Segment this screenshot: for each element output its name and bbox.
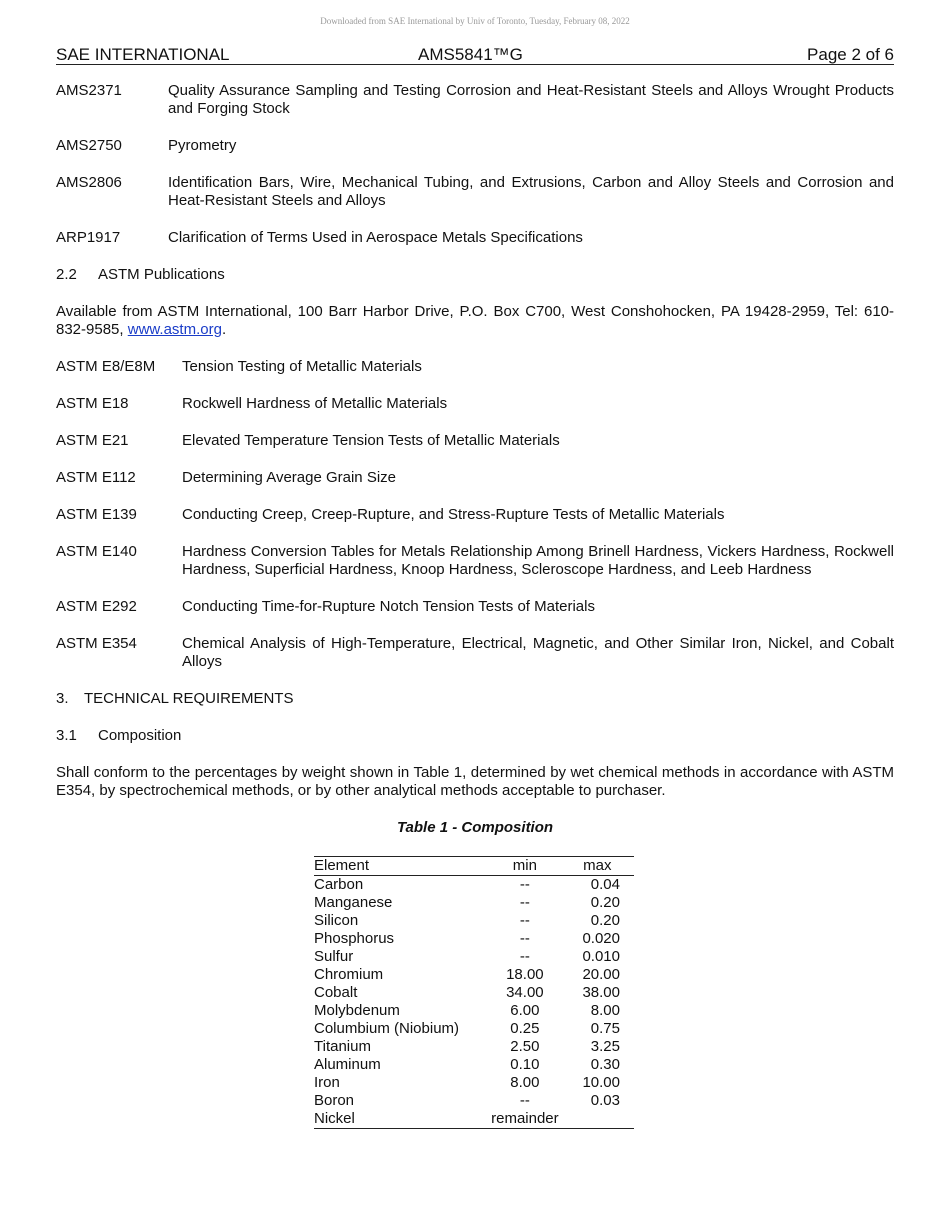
table-row [314, 1038, 634, 1056]
cell-element: Manganese [314, 894, 393, 911]
astm-availability-end: . [221, 321, 227, 338]
section-number: 2.2 [56, 266, 77, 283]
cell-max: 8.00 [590, 1002, 620, 1019]
cell-element: Carbon [314, 876, 364, 893]
astm-availability-text: Available from ASTM International, 100 Barr Harbor Drive, P.O. Box C700, West Conshohocken, PA 19428-2959, Tel: 610-832-9585, [56, 303, 894, 338]
cell-max: 38.00 [582, 984, 620, 1001]
header-doc-number: AMS5841™G [418, 45, 523, 64]
reference-code: ASTM E292 [56, 598, 137, 615]
reference-title: Identification Bars, Wire, Mechanical Tubing, and Extrusions, Carbon and Alloy Steels and Corrosion and Heat-Resistant Steels and Alloys [168, 174, 894, 209]
reference-title: Quality Assurance Sampling and Testing Corrosion and Heat-Resistant Steels and Alloys Wrought Products and Forging Stock [168, 82, 894, 117]
reference-entry [56, 229, 894, 247]
section-number: 3.1 [56, 727, 77, 744]
cell-element: Chromium [314, 966, 384, 983]
cell-max: 0.30 [590, 1056, 620, 1073]
table-row [314, 1056, 634, 1074]
table-row [314, 930, 634, 948]
cell-max: 3.25 [590, 1038, 620, 1055]
document-body [56, 82, 894, 1129]
cell-element: Iron [314, 1074, 340, 1091]
reference-entry [56, 432, 894, 450]
cell-min: -- [519, 930, 530, 947]
cell-element: Molybdenum [314, 1002, 400, 1019]
table-row [314, 948, 634, 966]
cell-max: 0.020 [582, 930, 620, 947]
page-header [56, 45, 894, 65]
section-title: ASTM Publications [98, 266, 225, 283]
composition-paragraph: Shall conform to the percentages by weight shown in Table 1, determined by wet chemical methods in accordance with ASTM E354, by spectrochemical methods, or by other analytical methods acceptable to purchaser. [56, 764, 894, 799]
header-org: SAE INTERNATIONAL [56, 45, 230, 64]
reference-entry [56, 598, 894, 616]
reference-title: Elevated Temperature Tension Tests of Metallic Materials [182, 432, 560, 449]
column-header-max: max [561, 857, 634, 876]
table-row [314, 876, 634, 895]
reference-entry [56, 82, 894, 118]
column-header-element: Element [314, 857, 489, 876]
astm-availability-paragraph [56, 303, 894, 339]
table-row [314, 1092, 634, 1110]
table-row [314, 966, 634, 984]
column-header-min: min [489, 857, 561, 876]
cell-element: Columbium (Niobium) [314, 1020, 460, 1037]
cell-min: -- [519, 912, 530, 929]
reference-title: Conducting Creep, Creep-Rupture, and Stress-Rupture Tests of Metallic Materials [182, 506, 725, 523]
reference-title: Determining Average Grain Size [182, 469, 396, 486]
cell-min: 8.00 [510, 1074, 540, 1091]
cell-min: 0.25 [510, 1020, 540, 1037]
cell-min: 18.00 [506, 966, 544, 983]
reference-entry [56, 174, 894, 210]
cell-min: 0.10 [510, 1056, 540, 1073]
cell-element: Silicon [314, 912, 359, 929]
table-row [314, 1020, 634, 1038]
section-title: TECHNICAL REQUIREMENTS [84, 690, 294, 707]
cell-max: 0.20 [590, 894, 620, 911]
cell-max: 0.03 [590, 1092, 620, 1109]
cell-max: 20.00 [582, 966, 620, 983]
table-row [314, 984, 634, 1002]
section-heading-3 [56, 690, 894, 708]
reference-code: ASTM E112 [56, 469, 136, 486]
cell-min: 34.00 [506, 984, 544, 1001]
reference-title: Conducting Time-for-Rupture Notch Tension Tests of Materials [182, 598, 595, 615]
cell-element: Aluminum [314, 1056, 381, 1073]
cell-min: 6.00 [510, 1002, 540, 1019]
reference-entry [56, 635, 894, 671]
reference-code: AMS2806 [56, 174, 122, 191]
cell-min: -- [519, 894, 530, 911]
reference-code: ARP1917 [56, 229, 121, 246]
cell-min: remainder [491, 1110, 559, 1127]
reference-code: ASTM E8/E8M [56, 358, 156, 375]
reference-title: Tension Testing of Metallic Materials [182, 358, 422, 375]
reference-title: Clarification of Terms Used in Aerospace Metals Specifications [168, 229, 583, 246]
table-row [314, 894, 634, 912]
cell-element: Phosphorus [314, 930, 395, 947]
cell-element: Sulfur [314, 948, 354, 965]
section-title: Composition [98, 727, 182, 744]
reference-code: AMS2750 [56, 137, 122, 154]
reference-title: Chemical Analysis of High-Temperature, Electrical, Magnetic, and Other Similar Iron, Nickel, and Cobalt Alloys [182, 635, 894, 670]
reference-code: ASTM E18 [56, 395, 129, 412]
astm-website-link[interactable]: www.astm.org [127, 321, 222, 338]
table-row [314, 1002, 634, 1020]
reference-entry [56, 506, 894, 524]
reference-entry [56, 469, 894, 487]
reference-code: AMS2371 [56, 82, 122, 99]
reference-title: Pyrometry [168, 137, 237, 154]
cell-min: -- [519, 948, 530, 965]
header-page-number: Page 2 of 6 [807, 45, 894, 64]
cell-element: Titanium [314, 1038, 371, 1055]
reference-entry [56, 137, 894, 155]
table-header-row [314, 857, 634, 876]
reference-entry [56, 358, 894, 376]
reference-title: Hardness Conversion Tables for Metals Relationship Among Brinell Hardness, Vickers Hardness, Rockwell Hardness, Superficial Hardness, Knoop Hardness, Scleroscope Hardness, and Leeb Hardness [182, 543, 894, 578]
reference-code: ASTM E354 [56, 635, 137, 652]
download-note: Downloaded from SAE International by Univ of Toronto, Tuesday, February 08, 2022 [320, 16, 630, 26]
cell-element: Boron [314, 1092, 355, 1109]
section-heading-3-1 [56, 727, 894, 745]
table-row [314, 1074, 634, 1092]
cell-max: 10.00 [582, 1074, 620, 1091]
cell-element: Nickel [314, 1110, 489, 1129]
reference-entry [56, 395, 894, 413]
cell-min: -- [519, 1092, 530, 1109]
cell-max: 0.010 [582, 948, 620, 965]
composition-table [314, 856, 634, 1129]
reference-title: Rockwell Hardness of Metallic Materials [182, 395, 448, 412]
cell-min: -- [519, 876, 530, 893]
section-number: 3. [56, 690, 69, 707]
table-caption: Table 1 - Composition [396, 819, 554, 836]
table-row [314, 912, 634, 930]
cell-max: 0.75 [590, 1020, 620, 1037]
reference-entry [56, 543, 894, 579]
cell-max [561, 1110, 634, 1129]
section-heading-2-2 [56, 266, 894, 284]
cell-max: 0.04 [590, 876, 620, 893]
table-row [314, 1110, 634, 1129]
reference-code: ASTM E21 [56, 432, 129, 449]
cell-min: 2.50 [510, 1038, 540, 1055]
cell-element: Cobalt [314, 984, 358, 1001]
reference-code: ASTM E140 [56, 543, 137, 560]
reference-code: ASTM E139 [56, 506, 137, 523]
cell-max: 0.20 [590, 912, 620, 929]
